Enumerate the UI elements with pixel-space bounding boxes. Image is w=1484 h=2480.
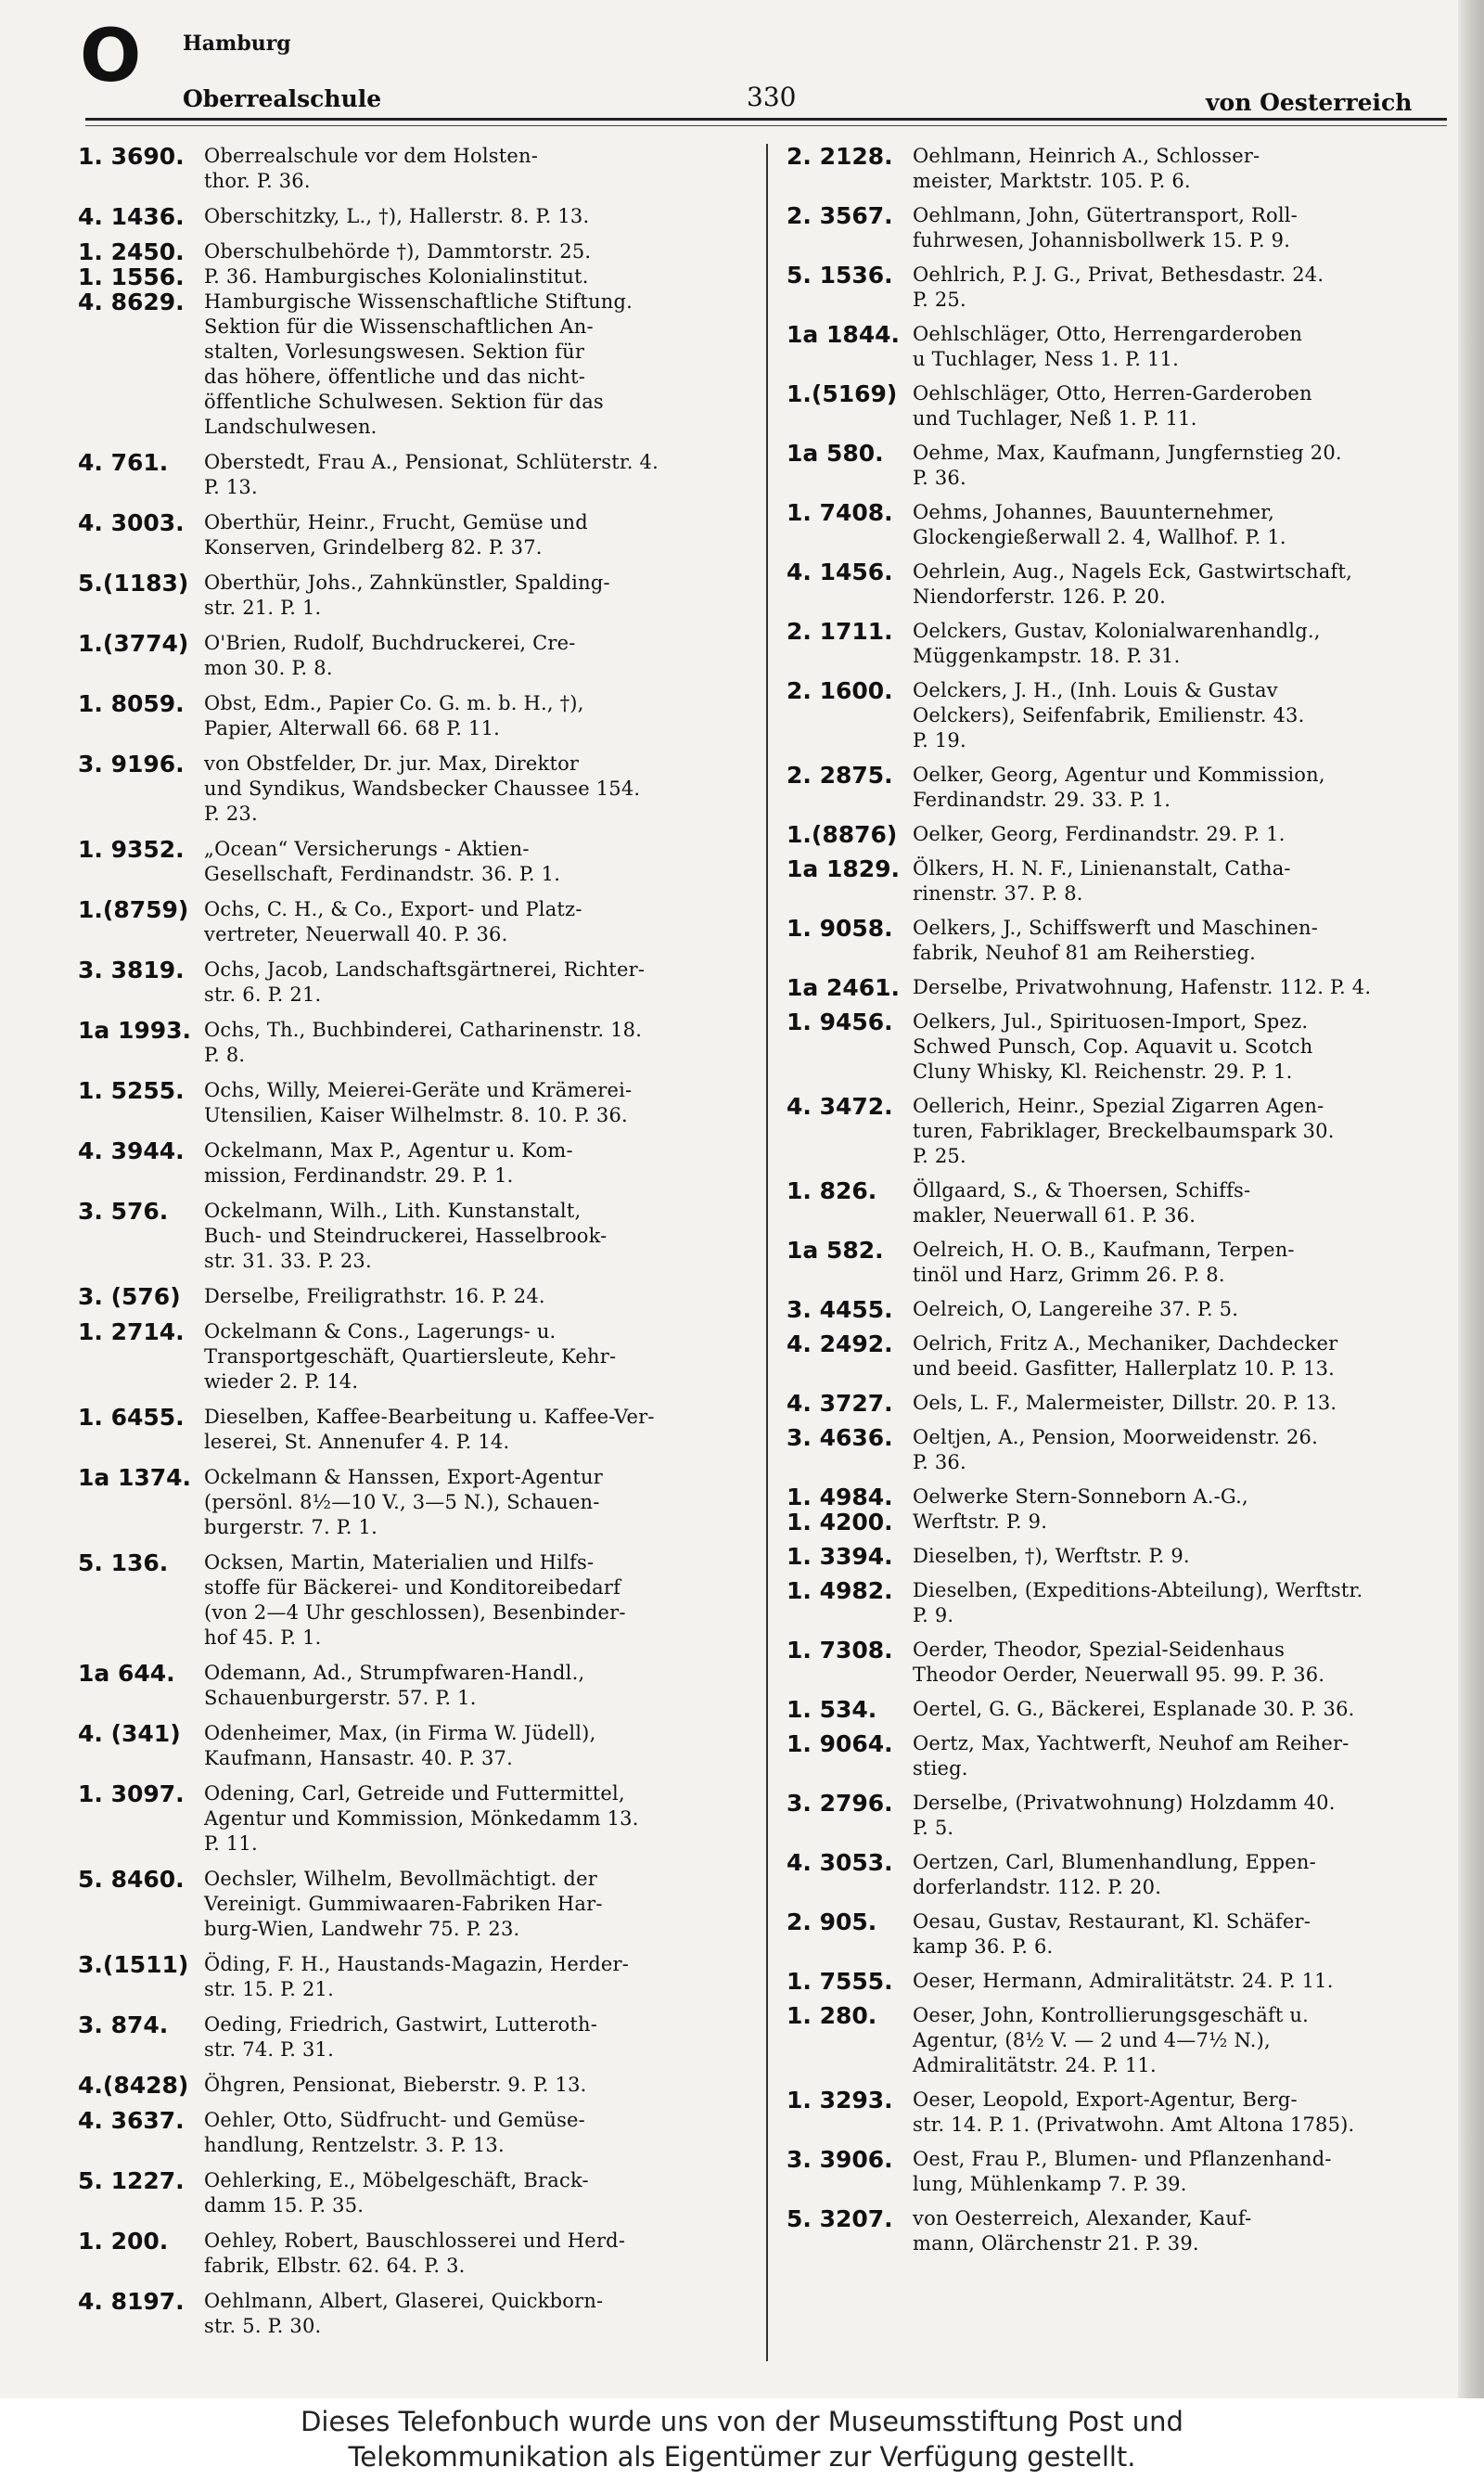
entry-text: Oeser, Leopold, Export-Agentur, Berg- str. 14. P. 1. (Privatwohn. Amt Altona 1785). [913, 2088, 1355, 2136]
directory-entry [78, 837, 746, 887]
directory-entry [787, 763, 1454, 813]
entry-text: Obst, Edm., Papier Co. G. m. b. H., †), Papier, Alterwall 66. 68 P. 11. [204, 692, 584, 739]
directory-entry [787, 2088, 1454, 2138]
phone-number: 3. 576. [78, 1198, 169, 1225]
entry-text: Oehrlein, Aug., Nagels Eck, Gastwirtschaft, Niendorferstr. 126. P. 20. [913, 560, 1352, 608]
page-number: 330 [747, 82, 797, 112]
phone-number: 1. 7408. [787, 499, 893, 526]
directory-entry [78, 1465, 746, 1540]
directory-entry [787, 2147, 1454, 2197]
phone-number: 3. 9196. [78, 751, 185, 777]
phone-number: 1a 1844. [787, 321, 901, 348]
phone-number: 1. 7308. [787, 1637, 893, 1664]
entry-text: Derselbe, Freiligrathstr. 16. P. 24. [204, 1285, 545, 1307]
directory-entry [787, 2206, 1454, 2256]
entry-text: Ockelmann, Max P., Agentur u. Kom- mission, Ferdinandstr. 29. P. 1. [204, 1139, 573, 1187]
entry-text: Oehlmann, Albert, Glaserei, Quickborn- str. 5. P. 30. [204, 2290, 604, 2337]
entry-text: Ochs, Willy, Meierei-Geräte und Krämerei- Utensilien, Kaiser Wilhelmstr. 8. 10. P. 36. [204, 1079, 633, 1126]
directory-entry [78, 1721, 746, 1771]
entry-text: Oehlrich, P. J. G., Privat, Bethesdastr. 24. P. 25. [913, 263, 1324, 311]
entry-text: Oehlmann, John, Gütertransport, Roll- fuhrwesen, Johannisbollwerk 15. P. 9. [913, 204, 1298, 251]
phone-number: 2. 1600. [787, 677, 893, 704]
phone-number: 1. 8059. [78, 690, 185, 717]
directory-entry [787, 1731, 1454, 1781]
phone-number: 1.(8876) [787, 821, 898, 848]
phone-number: 1. 9456. [787, 1009, 893, 1035]
phone-number: 2. 1711. [787, 618, 893, 645]
entry-text: Ölkers, H. N. F., Linienanstalt, Catha- rinenstr. 37. P. 8. [913, 857, 1291, 905]
directory-entry [78, 2012, 746, 2062]
phone-number: 2. 905. [787, 1908, 877, 1935]
phone-number: 1. 826. [787, 1177, 877, 1204]
entry-text: Ockelmann & Cons., Lagerungs- u. Transportgeschäft, Quartiersleute, Kehr- wieder 2. P. 14. [204, 1320, 617, 1393]
entry-text: Oberschulbehörde †), Dammtorstr. 25. P. 36. Hamburgisches Kolonialinstitut. Hamburgische Wissenschaftliche Stiftung. Sektion für die Wissenschaftlichen An- stalten, Vorlesungswesen. Sektion für das höhere, öffentliche und das nicht- öffentliche Schulwesen. Sektion für das Landschulwesen. [204, 240, 633, 438]
directory-entry [78, 571, 746, 621]
entry-text: Oels, L. F., Malermeister, Dillstr. 20. P. 13. [913, 1392, 1337, 1414]
header-first-keyword: Oberrealschule [183, 85, 382, 112]
entry-text: Öhgren, Pensionat, Bieberstr. 9. P. 13. [204, 2074, 587, 2096]
phone-number: 4. 3727. [787, 1390, 893, 1417]
phone-number: 1. 200. [78, 2228, 169, 2255]
section-letter: O [80, 15, 142, 98]
phone-number: 5. 1227. [78, 2167, 185, 2194]
entry-text: Dieselben, Kaffee-Bearbeitung u. Kaffee-Ver- leserei, St. Annenufer 4. P. 14. [204, 1406, 655, 1453]
phone-number: 1.(3774) [78, 630, 189, 657]
directory-entry [78, 631, 746, 681]
phone-number: 1a 1374. [78, 1464, 192, 1491]
directory-entry [787, 203, 1454, 253]
directory-entry [787, 1238, 1454, 1288]
phone-number: 1. 3293. [787, 2087, 893, 2114]
directory-entry [78, 239, 746, 440]
phone-number: 4. 3637. [78, 2107, 185, 2134]
directory-entry [78, 2108, 746, 2158]
entry-text: von Oesterreich, Alexander, Kauf- mann, Olärchenstr 21. P. 39. [913, 2207, 1252, 2255]
entry-text: Oberstedt, Frau A., Pensionat, Schlüterstr. 4. P. 13. [204, 451, 659, 498]
phone-number: 4. (341) [78, 1720, 181, 1747]
phone-number: 1. 6455. [78, 1404, 185, 1431]
column-divider [766, 144, 768, 2361]
phone-number: 4. 1436. [78, 203, 185, 230]
entry-text: Oehley, Robert, Bauschlosserei und Herd- fabrik, Elbstr. 62. 64. P. 3. [204, 2229, 626, 2277]
phone-number: 5.(1183) [78, 570, 189, 597]
left-column [78, 144, 746, 2349]
directory-entry [787, 500, 1454, 550]
directory-entry [787, 1425, 1454, 1475]
entry-text: Öllgaard, S., & Thoersen, Schiffs- makler, Neuerwall 61. P. 36. [913, 1179, 1251, 1227]
phone-number: 4. 2492. [787, 1330, 893, 1357]
entry-text: Oberthür, Heinr., Frucht, Gemüse und Konserven, Grindelberg 82. P. 37. [204, 511, 588, 559]
directory-entry [78, 1405, 746, 1455]
phone-number: 2. 2128. [787, 143, 893, 170]
footer-line: Telekommunikation als Eigentümer zur Verfügung gestellt. [348, 2441, 1136, 2473]
directory-entry [787, 381, 1454, 431]
right-column [787, 144, 1454, 2266]
phone-number: 3. 3819. [78, 957, 185, 983]
entry-text: Oelckers, J. H., (Inh. Louis & Gustav Oelckers), Seifenfabrik, Emilienstr. 43. P. 19. [913, 679, 1305, 752]
entry-text: Ockelmann & Hanssen, Export-Agentur (persönl. 8½—10 V., 3—5 N.), Schauen- burgerstr. 7. P. 1. [204, 1466, 603, 1538]
phone-number: 5. 3207. [787, 2205, 893, 2232]
directory-entry [787, 1578, 1454, 1628]
directory-entry [787, 1697, 1454, 1722]
phone-number: 3. 4455. [787, 1296, 893, 1323]
entry-text: Oelreich, O, Langereihe 37. P. 5. [913, 1298, 1239, 1320]
directory-entry [78, 450, 746, 500]
directory-entry [78, 957, 746, 1008]
entry-text: Oertz, Max, Yachtwerft, Neuhof am Reiher- stieg. [913, 1732, 1350, 1780]
header-city: Hamburg [183, 32, 291, 56]
phone-number: 1.(8759) [78, 896, 189, 923]
phone-number: 4. 3944. [78, 1137, 185, 1164]
phone-number: 4. 3003. [78, 509, 185, 536]
phone-number: 5. 8460. [78, 1866, 185, 1893]
entry-text: Oeding, Friedrich, Gastwirt, Lutteroth- str. 74. P. 31. [204, 2013, 598, 2061]
entry-text: Oberthür, Johs., Zahnkünstler, Spalding- str. 21. P. 1. [204, 572, 610, 619]
directory-entry [78, 1550, 746, 1651]
phone-number: 3.(1511) [78, 1951, 189, 1978]
header-rule [85, 118, 1447, 121]
directory-entry [78, 1781, 746, 1857]
directory-entry [787, 856, 1454, 906]
phone-number: 1. 3097. [78, 1780, 185, 1807]
entry-text: Oelreich, H. O. B., Kaufmann, Terpen- tinöl und Harz, Grimm 26. P. 8. [913, 1239, 1295, 1286]
header-last-keyword: von Oesterreich [1206, 89, 1413, 116]
entry-text: Oehlschläger, Otto, Herrengarderoben u Tuchlager, Ness 1. P. 11. [913, 323, 1303, 370]
phone-number: 3. (576) [78, 1283, 181, 1310]
phone-number: 5. 1536. [787, 262, 893, 289]
directory-entry [787, 1391, 1454, 1416]
directory-entry [787, 822, 1454, 847]
phone-number: 1. 9058. [787, 915, 893, 942]
directory-entry [787, 263, 1454, 313]
entry-text: Odening, Carl, Getreide und Futtermittel, Agentur und Kommission, Mönkedamm 13. P. 11. [204, 1782, 639, 1855]
entry-text: Oelckers, Gustav, Kolonialwarenhandlg., Müggenkampstr. 18. P. 31. [913, 620, 1321, 667]
entry-text: Öding, F. H., Haustands-Magazin, Herder- str. 15. P. 21. [204, 1953, 630, 2000]
directory-entry [78, 1199, 746, 1274]
phone-number: 1. 9352. [78, 836, 185, 863]
directory-entry [787, 1850, 1454, 1900]
directory-entry [787, 619, 1454, 669]
footer-line: Dieses Telefonbuch wurde uns von der Museumsstiftung Post und [301, 2406, 1183, 2437]
entry-text: Ockelmann, Wilh., Lith. Kunstanstalt, Buch- und Steindruckerei, Hasselbrook- str. 31. 33. P. 23. [204, 1200, 608, 1272]
phone-number: 4. 8197. [78, 2288, 185, 2315]
phone-number: 1. 534. [787, 1696, 877, 1723]
phone-number: 4. 3053. [787, 1849, 893, 1876]
entry-text: Oellerich, Heinr., Spezial Zigarren Agen- turen, Fabriklager, Breckelbaumspark 30. P. 25. [913, 1095, 1335, 1167]
entry-text: Oelkers, J., Schiffswerft und Maschinen- fabrik, Neuhof 81 am Reiherstieg. [913, 917, 1319, 964]
directory-entry [787, 1484, 1454, 1535]
entry-text: Oehlmann, Heinrich A., Schlosser- meister, Marktstr. 105. P. 6. [913, 145, 1260, 192]
phone-number: 4. 761. [78, 449, 169, 476]
phone-number: 3. 4636. [787, 1424, 893, 1451]
directory-entry [78, 204, 746, 229]
directory-entry [787, 2003, 1454, 2078]
directory-entry [78, 2289, 746, 2339]
phone-number: 4. 3472. [787, 1093, 893, 1120]
directory-entry [78, 510, 746, 560]
directory-entry [787, 916, 1454, 966]
directory-entry [78, 691, 746, 741]
phone-number: 1. 280. [787, 2002, 877, 2029]
phone-number: 3. 2796. [787, 1790, 893, 1817]
phone-number: 1. 5255. [78, 1077, 185, 1104]
phone-number: 1a 582. [787, 1237, 884, 1264]
entry-text: Oberschitzky, L., †), Hallerstr. 8. P. 13. [204, 205, 590, 227]
entry-text: von Obstfelder, Dr. jur. Max, Direktor und Syndikus, Wandsbecker Chaussee 154. P. 23. [204, 752, 641, 825]
entry-text: Odenheimer, Max, (in Firma W. Jüdell), Kaufmann, Hansastr. 40. P. 37. [204, 1722, 596, 1769]
phone-number: 1. 3394. [787, 1543, 893, 1570]
directory-entry [787, 1009, 1454, 1085]
directory-entry [787, 144, 1454, 194]
entry-text: Dieselben, (Expeditions-Abteilung), Werftstr. P. 9. [913, 1579, 1363, 1626]
directory-entry [78, 1319, 746, 1394]
phone-number: 4.(8428) [78, 2072, 189, 2099]
directory-entry [787, 441, 1454, 491]
phone-number: 4. 1456. [787, 559, 893, 585]
entry-text: Oelker, Georg, Agentur und Kommission, Ferdinandstr. 29. 33. P. 1. [913, 764, 1325, 811]
entry-text: Oehlschläger, Otto, Herren-Garderoben und Tuchlager, Neß 1. P. 11. [913, 382, 1312, 430]
phone-number: 1. 2450. 1. 1556. 4. 8629. [78, 238, 185, 315]
directory-entry [78, 1078, 746, 1128]
entry-text: Oehms, Johannes, Bauunternehmer, Glockengießerwall 2. 4, Wallhof. P. 1. [913, 501, 1286, 548]
phone-number: 1. 3690. [78, 143, 185, 170]
directory-entry [78, 897, 746, 947]
directory-entry [787, 1544, 1454, 1569]
directory-entry [787, 1094, 1454, 1169]
entry-text: Ochs, Th., Buchbinderei, Catharinenstr. 18. P. 8. [204, 1019, 643, 1066]
phone-number: 2. 3567. [787, 202, 893, 229]
directory-entry [78, 1284, 746, 1309]
footer [0, 2398, 1484, 2480]
directory-entry [787, 322, 1454, 372]
phone-number: 2. 2875. [787, 762, 893, 789]
directory-entry [787, 1909, 1454, 1960]
entry-text: Oelkers, Jul., Spirituosen-Import, Spez. Schwed Punsch, Cop. Aquavit u. Scotch Cluny Whisky, Kl. Reichenstr. 29. P. 1. [913, 1010, 1313, 1083]
entry-text: Ochs, Jacob, Landschaftsgärtnerei, Richter- str. 6. P. 21. [204, 958, 646, 1006]
phone-number: 3. 874. [78, 2011, 169, 2038]
phone-number: 3. 3906. [787, 2146, 893, 2173]
entry-text: Oehme, Max, Kaufmann, Jungfernstieg 20. P. 36. [913, 442, 1342, 489]
entry-text: Derselbe, Privatwohnung, Hafenstr. 112. P. 4. [913, 976, 1372, 998]
phone-number: 1. 2714. [78, 1318, 185, 1345]
phone-number: 1. 9064. [787, 1730, 893, 1757]
entry-text: Oelker, Georg, Ferdinandstr. 29. P. 1. [913, 823, 1286, 845]
entry-text: Oeser, Hermann, Admiralitätstr. 24. P. 11. [913, 1970, 1334, 1992]
entry-text: Oerder, Theodor, Spezial-Seidenhaus Theodor Oerder, Neuerwall 95. 99. P. 36. [913, 1638, 1325, 1686]
directory-entry [78, 144, 746, 194]
directory-entry [787, 1297, 1454, 1322]
directory-entry [78, 1018, 746, 1068]
entry-text: Oehler, Otto, Südfrucht- und Gemüse- handlung, Rentzelstr. 3. P. 13. [204, 2109, 585, 2156]
directory-entry [78, 1661, 746, 1711]
phone-number: 1. 7555. [787, 1968, 893, 1995]
directory-entry [787, 1791, 1454, 1841]
entry-text: Oertzen, Carl, Blumenhandlung, Eppen- dorferlandstr. 112. P. 20. [913, 1851, 1316, 1898]
entry-text: „Ocean“ Versicherungs - Aktien- Gesellschaft, Ferdinandstr. 36. P. 1. [204, 838, 561, 885]
entry-text: O'Brien, Rudolf, Buchdruckerei, Cre- mon 30. P. 8. [204, 632, 576, 679]
entry-text: Ochs, C. H., & Co., Export- und Platz- vertreter, Neuerwall 40. P. 36. [204, 898, 582, 945]
directory-entry [787, 1178, 1454, 1228]
entry-text: Derselbe, (Privatwohnung) Holzdamm 40. P. 5. [913, 1792, 1336, 1839]
entry-text: Dieselben, †), Werftstr. P. 9. [913, 1545, 1190, 1567]
entry-text: Oelwerke Stern-Sonneborn A.-G., Werftstr. P. 9. [913, 1485, 1248, 1533]
entry-text: Oesau, Gustav, Restaurant, Kl. Schäfer- kamp 36. P. 6. [913, 1910, 1311, 1958]
entry-text: Oechsler, Wilhelm, Bevollmächtigt. der Vereinigt. Gummiwaaren-Fabriken Har- burg-Wien, Landwehr 75. P. 23. [204, 1868, 603, 1940]
entry-text: Ocksen, Martin, Materialien und Hilfs- stoffe für Bäckerei- und Konditoreibedarf (von 2—4 Uhr geschlossen), Besenbinder- hof 45. P. 1. [204, 1551, 626, 1649]
entry-text: Oberrealschule vor dem Holsten- thor. P. 36. [204, 145, 539, 192]
phone-number: 1.(5169) [787, 380, 898, 407]
phone-number: 5. 136. [78, 1549, 169, 1576]
entry-text: Oelrich, Fritz A., Mechaniker, Dachdecker und beeid. Gasfitter, Hallerplatz 10. P. 13. [913, 1332, 1338, 1380]
phone-number: 1a 1993. [78, 1017, 192, 1044]
directory-entry [787, 975, 1454, 1000]
directory-entry [78, 1867, 746, 1942]
page-edge [1458, 0, 1484, 2398]
entry-text: Oehlerking, E., Möbelgeschäft, Brack- damm 15. P. 35. [204, 2169, 589, 2217]
entry-text: Odemann, Ad., Strumpfwaren-Handl., Schauenburgerstr. 57. P. 1. [204, 1662, 585, 1709]
directory-entry [78, 752, 746, 827]
directory-entry [78, 2168, 746, 2218]
directory-entry [78, 2229, 746, 2279]
directory-entry [787, 1331, 1454, 1381]
phone-number: 1a 644. [78, 1660, 175, 1687]
phone-number: 1. 4984. 1. 4200. [787, 1484, 893, 1536]
entry-text: Oertel, G. G., Bäckerei, Esplanade 30. P. 36. [913, 1698, 1355, 1720]
directory-entry [787, 678, 1454, 753]
directory-entry [78, 1952, 746, 2002]
directory-entry [787, 1638, 1454, 1688]
directory-entry [787, 1969, 1454, 1994]
directory-entry [78, 2073, 746, 2098]
directory-entry [787, 559, 1454, 610]
header-rule-thin [85, 125, 1447, 126]
phone-number: 1a 1829. [787, 855, 901, 882]
entry-text: Oest, Frau P., Blumen- und Pflanzenhand- lung, Mühlenkamp 7. P. 39. [913, 2148, 1332, 2195]
phone-number: 1. 4982. [787, 1577, 893, 1604]
directory-entry [78, 1138, 746, 1189]
phone-number: 1a 580. [787, 440, 884, 467]
entry-text: Oeser, John, Kontrollierungsgeschäft u. Agentur, (8½ V. — 2 und 4—7½ N.), Admiralitätstr. 24. P. 11. [913, 2004, 1310, 2076]
phone-number: 1a 2461. [787, 974, 901, 1001]
entry-text: Oeltjen, A., Pension, Moorweidenstr. 26. P. 36. [913, 1426, 1318, 1473]
